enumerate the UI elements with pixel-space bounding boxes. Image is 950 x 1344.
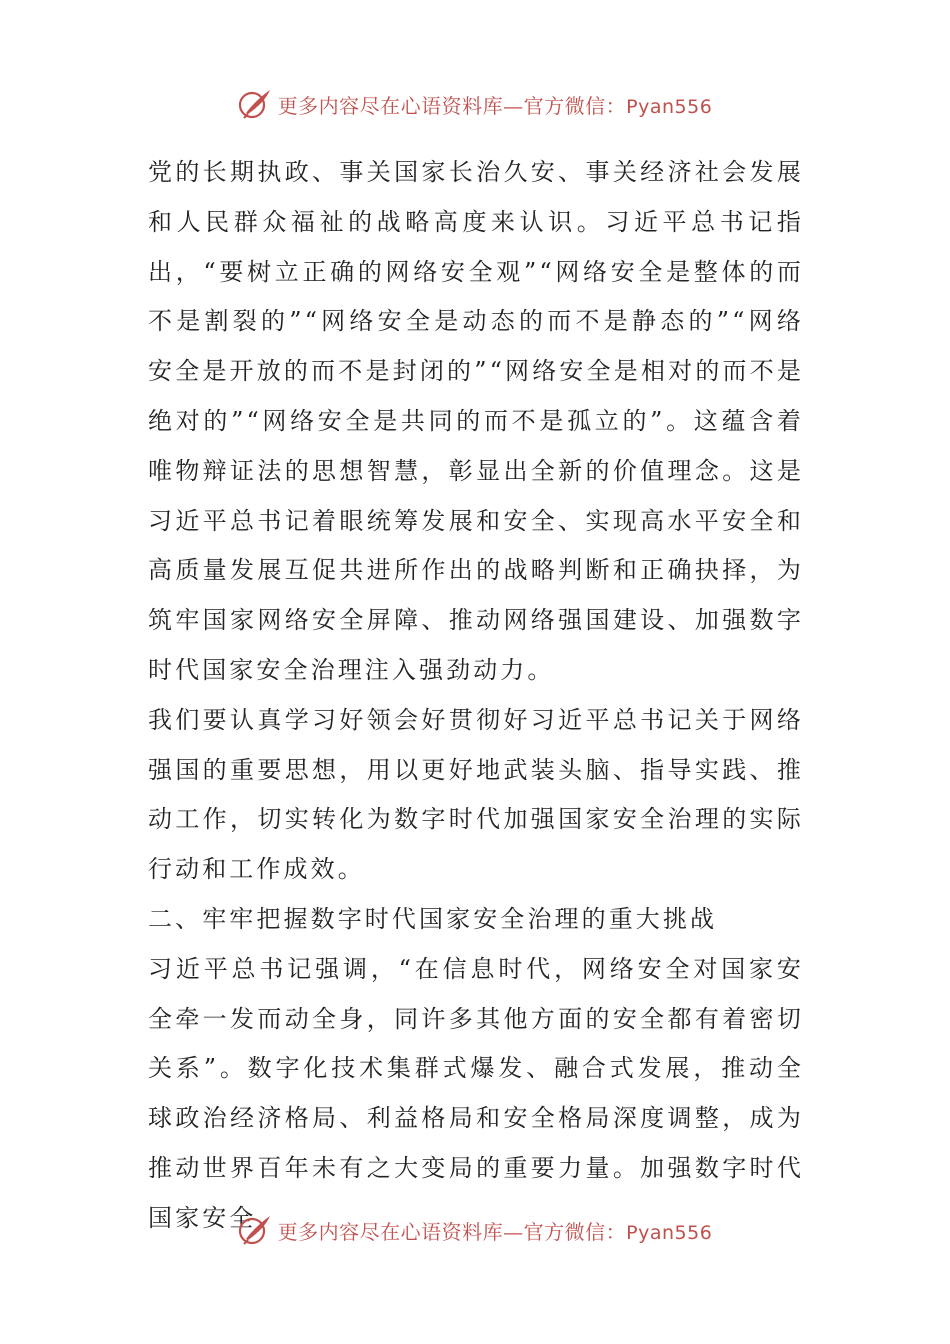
footer-watermark-text: 更多内容尽在心语资料库—官方微信：Pyan556 (277, 1219, 713, 1244)
section-heading: 二、牢牢把握数字时代国家安全治理的重大挑战 (148, 904, 718, 933)
header-watermark-text: 更多内容尽在心语资料库—官方微信：Pyan556 (277, 93, 713, 118)
document-body (148, 148, 804, 1244)
footer-watermark (0, 1210, 950, 1250)
header-watermark (0, 84, 950, 124)
paragraph: 我们要认真学习好领会好贯彻好习近平总书记关于网络强国的重要思想，用以更好地武装头脑、指导实践、推动工作，切实转化为数字时代加强国家安全治理的实际行动和工作成效。 (148, 705, 804, 884)
quill-logo-icon (238, 87, 272, 121)
paragraph: 习近平总书记强调，“在信息时代，网络安全对国家安全牵一发而动全身，同许多其他方面的安全都有着密切关系”。数字化技术集群式爆发、融合式发展，推动全球政治经济格局、利益格局和安全格局深度调整，成为推动世界百年未有之大变局的重要力量。加强数字时代国家安全 (148, 954, 804, 1232)
paragraph: 党的长期执政、事关国家长治久安、事关经济社会发展和人民群众福祉的战略高度来认识。习近平总书记指出，“要树立正确的网络安全观”“网络安全是整体的而不是割裂的”“网络安全是动态的而不是静态的”“网络安全是开放的而不是封闭的”“网络安全是相对的而不是绝对的”“网络安全是共同的而不是孤立的”。这蕴含着唯物辩证法的思想智慧，彰显出全新的价值理念。这是习近平总书记着眼统筹发展和安全、实现高水平安全和高质量发展互促共进所作出的战略判断和正确抉择，为筑牢国家网络安全屏障、推动网络强国建设、加强数字时代国家安全治理注入强劲动力。 (148, 158, 804, 684)
quill-logo-icon (238, 1213, 272, 1247)
